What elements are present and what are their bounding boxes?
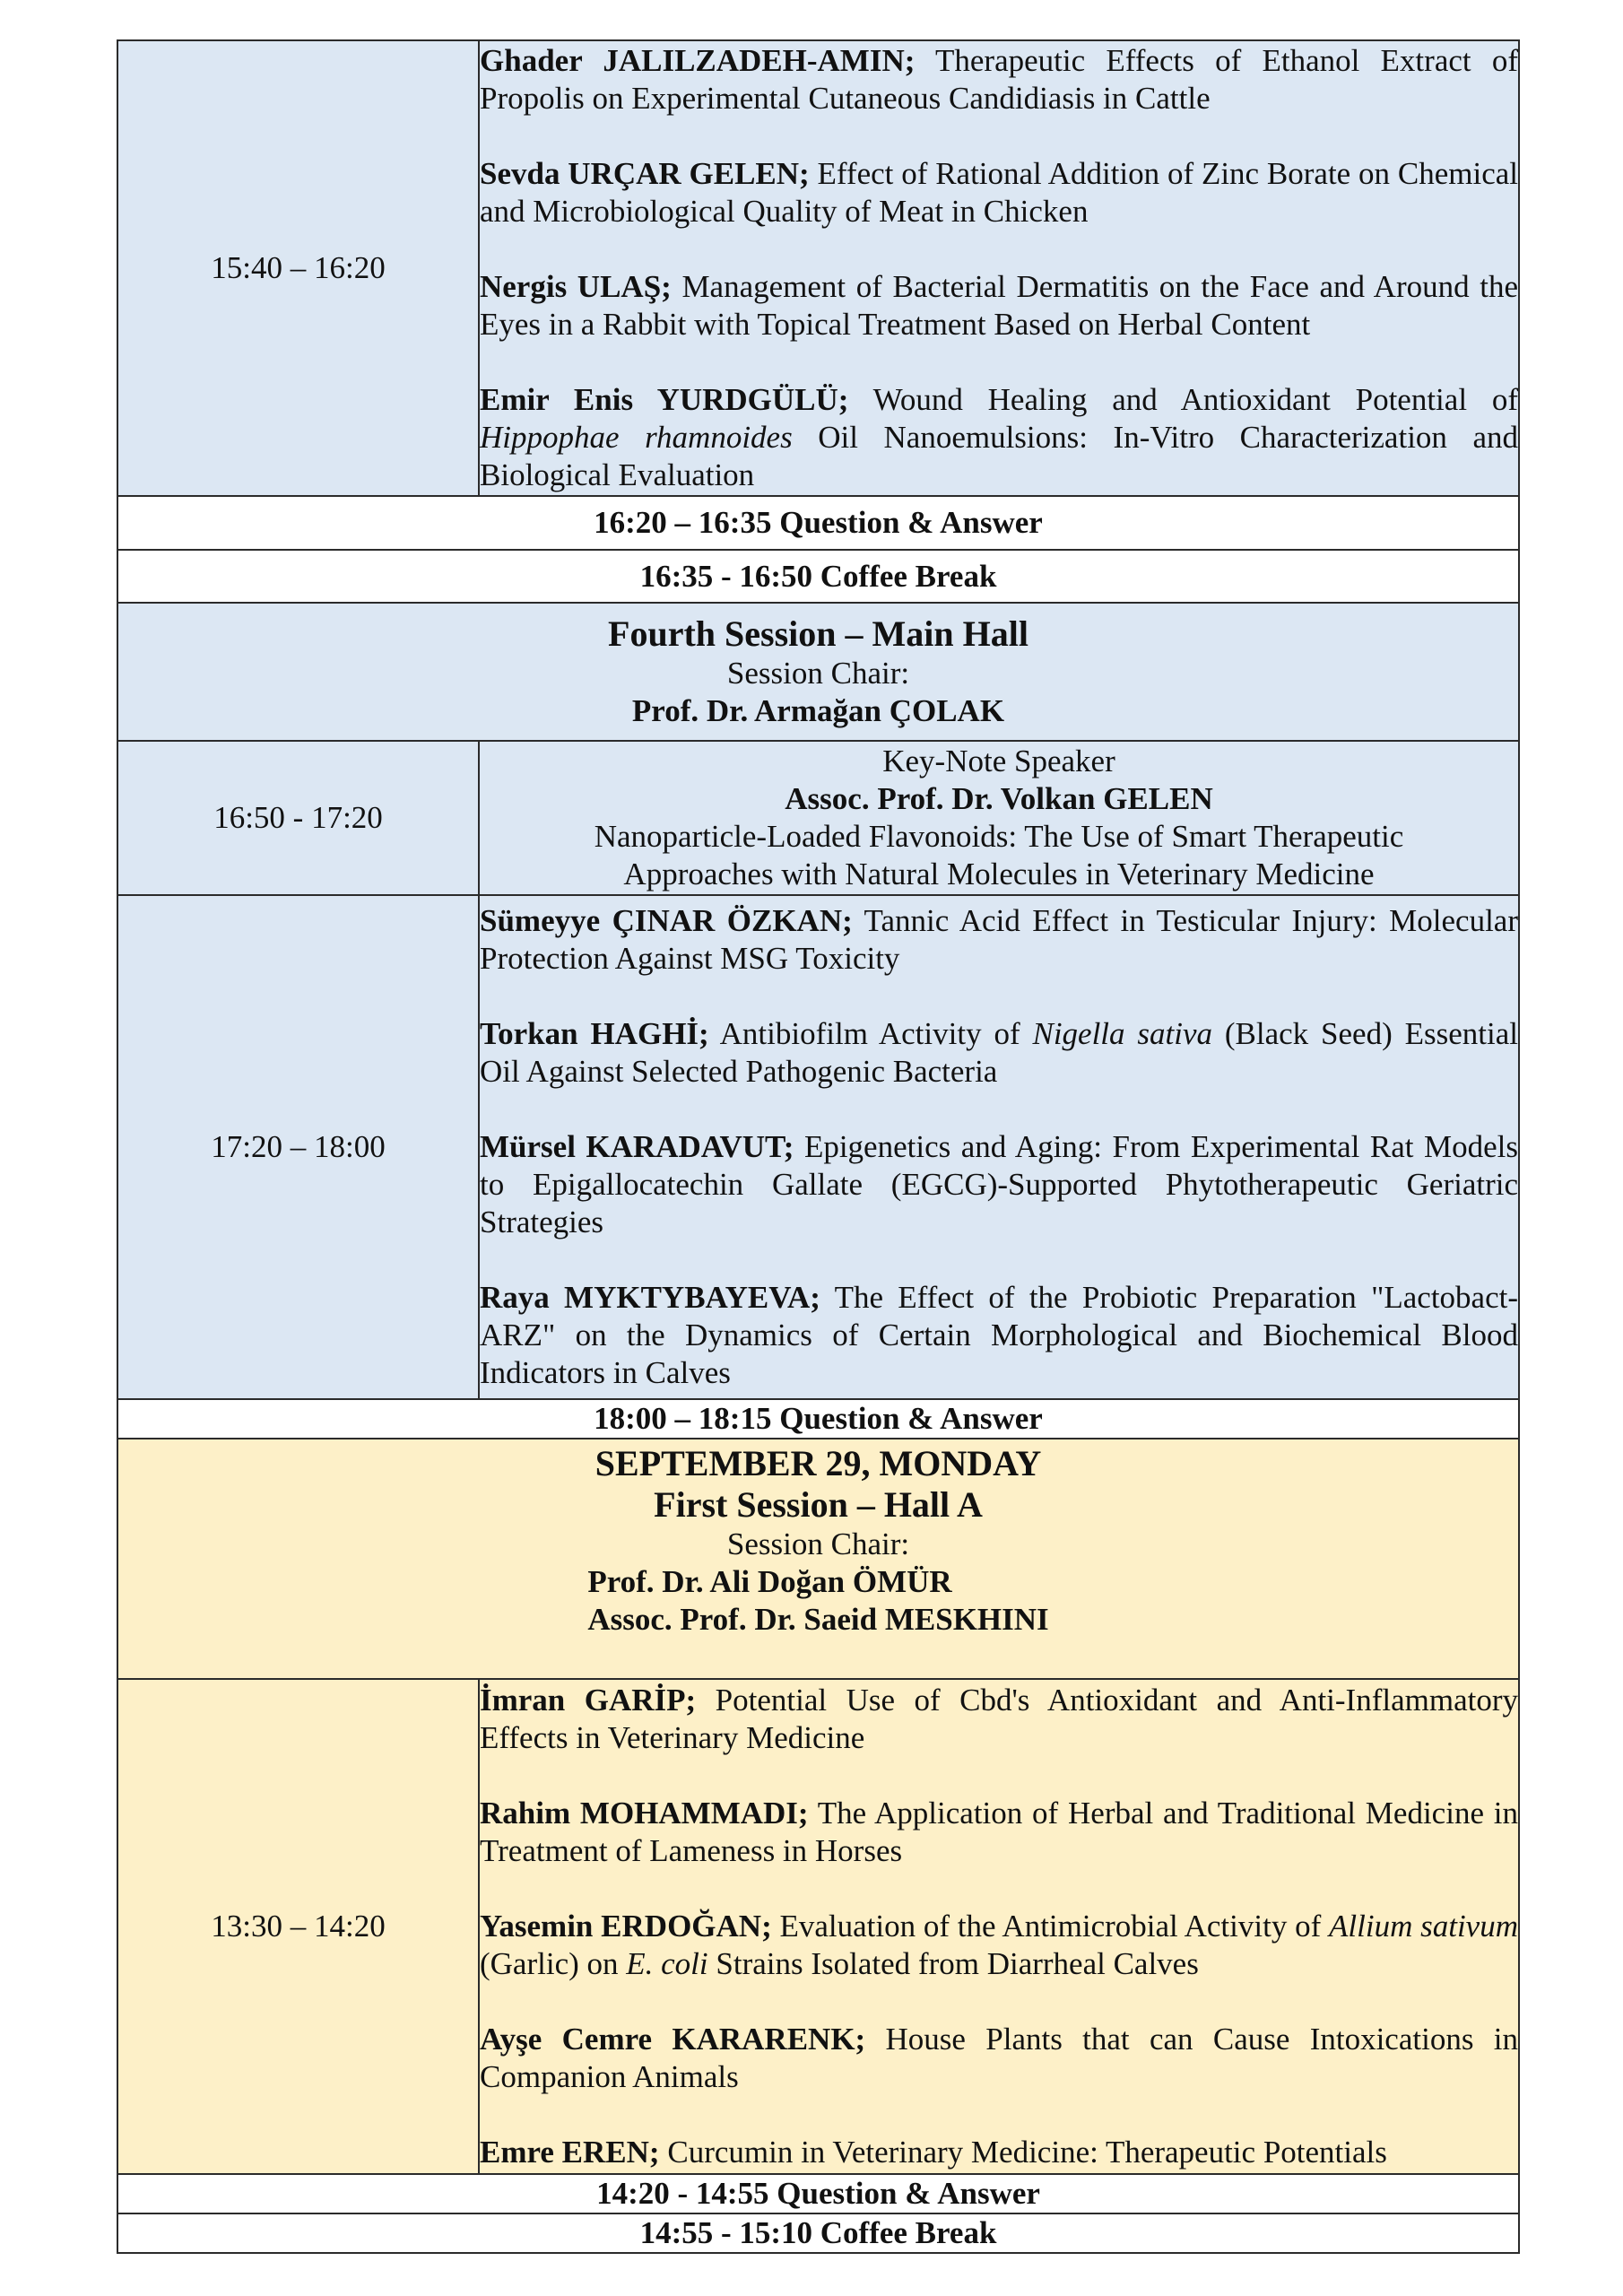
talk-title: Effect of Rational Addition of Zinc Borate on Chemical and Microbiological Quality of Meat in Chicken	[480, 156, 1518, 229]
talk-title: Strains Isolated from Diarrheal Calves	[707, 1946, 1199, 1981]
keynote-label: Key-Note Speaker	[882, 744, 1115, 778]
species-name: Hippophae rhamnoides	[480, 420, 793, 455]
session-chair-label: Session Chair:	[726, 656, 910, 691]
talks-cell	[479, 40, 1519, 496]
keynote-title-line: Nanoparticle-Loaded Flavonoids: The Use of Smart Therapeutic	[594, 819, 1404, 854]
talk-title: The Application of Herbal and Traditional Medicine in Treatment of Lameness in Horses	[480, 1796, 1518, 1868]
time-slot: 17:20 – 18:00	[117, 895, 479, 1399]
session-block-1330	[117, 1679, 1519, 2174]
keynote-cell	[479, 741, 1519, 895]
coffee-break-band: 14:55 - 15:10 Coffee Break	[117, 2213, 1519, 2253]
session-chair-label: Session Chair:	[726, 1526, 910, 1561]
qa-row	[117, 2174, 1519, 2213]
session-chair-name: Assoc. Prof. Dr. Saeid MESKHINI	[587, 1602, 1049, 1637]
time-slot: 15:40 – 16:20	[117, 40, 479, 496]
talk-author: Emir Enis YURDGÜLÜ;	[480, 382, 849, 417]
talk-author: Nergis ULAŞ;	[480, 269, 672, 304]
session-title: Fourth Session – Main Hall	[608, 613, 1028, 654]
talk-item	[480, 2134, 1518, 2171]
talk-title: Management of Bacterial Dermatitis on the Face and Around the Eyes in a Rabbit with Topical Treatment Based on Herbal Content	[480, 269, 1518, 342]
session-header	[117, 603, 1519, 741]
qa-band: 14:20 - 14:55 Question & Answer	[117, 2174, 1519, 2213]
coffee-row	[117, 550, 1519, 603]
talk-title: Oil Nanoemulsions: In-Vitro Characterization and Biological Evaluation	[480, 420, 1518, 492]
session-title: First Session – Hall A	[654, 1484, 983, 1525]
talk-author: Ghader JALILZADEH-AMIN;	[480, 43, 916, 78]
program-table	[117, 39, 1520, 2254]
day-header	[117, 1439, 1519, 1679]
talks-cell	[479, 1679, 1519, 2174]
talk-author: Mürsel KARADAVUT;	[480, 1129, 794, 1164]
talk-item	[480, 268, 1518, 344]
species-name: Allium sativum	[1329, 1909, 1518, 1944]
talk-title: Tannic Acid Effect in Testicular Injury: Molecular Protection Against MSG Toxicity	[480, 903, 1518, 976]
talk-title: Evaluation of the Antimicrobial Activity of	[771, 1909, 1330, 1944]
qa-band: 16:20 – 16:35 Question & Answer	[117, 496, 1519, 550]
time-slot: 16:50 - 17:20	[117, 741, 479, 895]
keynote-title-line: Approaches with Natural Molecules in Veterinary Medicine	[623, 857, 1375, 891]
talk-title: Curcumin in Veterinary Medicine: Therapeutic Potentials	[659, 2135, 1387, 2170]
talk-item	[480, 1128, 1518, 1241]
session-chairs	[587, 1563, 1048, 1639]
keynote-row	[117, 741, 1519, 895]
talk-author: Emre EREN;	[480, 2135, 660, 2170]
coffee-break-band: 16:35 - 16:50 Coffee Break	[117, 550, 1519, 603]
day-header-row	[117, 1439, 1519, 1679]
talk-title: Antibiofilm Activity of	[708, 1016, 1033, 1051]
talk-author: Raya MYKTYBAYEVA;	[480, 1280, 820, 1315]
coffee-row	[117, 2213, 1519, 2253]
talk-author: Sümeyye ÇINAR ÖZKAN;	[480, 903, 853, 938]
talk-title: (Black Seed) Essential Oil Against Selected Pathogenic Bacteria	[480, 1016, 1518, 1089]
talks-cell	[479, 895, 1519, 1399]
talk-item	[480, 1279, 1518, 1392]
talk-author: İmran GARİP;	[480, 1683, 697, 1718]
session-block-1720	[117, 895, 1519, 1399]
talk-item	[480, 1795, 1518, 1870]
qa-band: 18:00 – 18:15 Question & Answer	[117, 1399, 1519, 1439]
talk-item	[480, 2021, 1518, 2096]
talk-item	[480, 155, 1518, 230]
talk-title: House Plants that can Cause Intoxications in Companion Animals	[480, 2022, 1518, 2094]
talk-title: The Effect of the Probiotic Preparation "Lactobact-ARZ" on the Dynamics of Certain Morphological and Biochemical Blood Indicators in Calves	[480, 1280, 1518, 1390]
talk-author: Torkan HAGHİ;	[480, 1016, 709, 1051]
talk-author: Yasemin ERDOĞAN;	[480, 1909, 772, 1944]
talk-item	[480, 381, 1518, 494]
qa-row	[117, 496, 1519, 550]
talk-item	[480, 1682, 1518, 1757]
species-name: E. coli	[626, 1946, 708, 1981]
keynote-speaker: Assoc. Prof. Dr. Volkan GELEN	[785, 781, 1213, 816]
talk-item	[480, 1015, 1518, 1091]
talk-author: Rahim MOHAMMADI;	[480, 1796, 809, 1831]
talk-item	[480, 42, 1518, 117]
species-name: Nigella sativa	[1032, 1016, 1213, 1051]
talk-item	[480, 1908, 1518, 1983]
day-date: SEPTEMBER 29, MONDAY	[595, 1443, 1042, 1483]
talk-title: Epigenetics and Aging: From Experimental Rat Models to Epigallocatechin Gallate (EGCG)-Supported Phytotherapeutic Geriatric Strategies	[480, 1129, 1518, 1239]
session-chair-name: Prof. Dr. Armağan ÇOLAK	[631, 693, 1005, 728]
session-chair-name: Prof. Dr. Ali Doğan ÖMÜR	[587, 1564, 952, 1599]
talk-item	[480, 902, 1518, 978]
talk-author: Sevda URÇAR GELEN;	[480, 156, 810, 191]
talk-author: Ayşe Cemre KARARENK;	[480, 2022, 866, 2057]
talk-title: Wound Healing and Antioxidant Potential of	[848, 382, 1518, 417]
session-header-row	[117, 603, 1519, 741]
time-slot: 13:30 – 14:20	[117, 1679, 479, 2174]
talk-title: (Garlic) on	[480, 1946, 627, 1981]
talk-title: Therapeutic Effects of Ethanol Extract of Propolis on Experimental Cutaneous Candidiasis in Cattle	[480, 43, 1518, 116]
session-block-1540	[117, 40, 1519, 496]
talk-title: Potential Use of Cbd's Antioxidant and Anti-Inflammatory Effects in Veterinary Medicine	[480, 1683, 1518, 1755]
qa-row	[117, 1399, 1519, 1439]
